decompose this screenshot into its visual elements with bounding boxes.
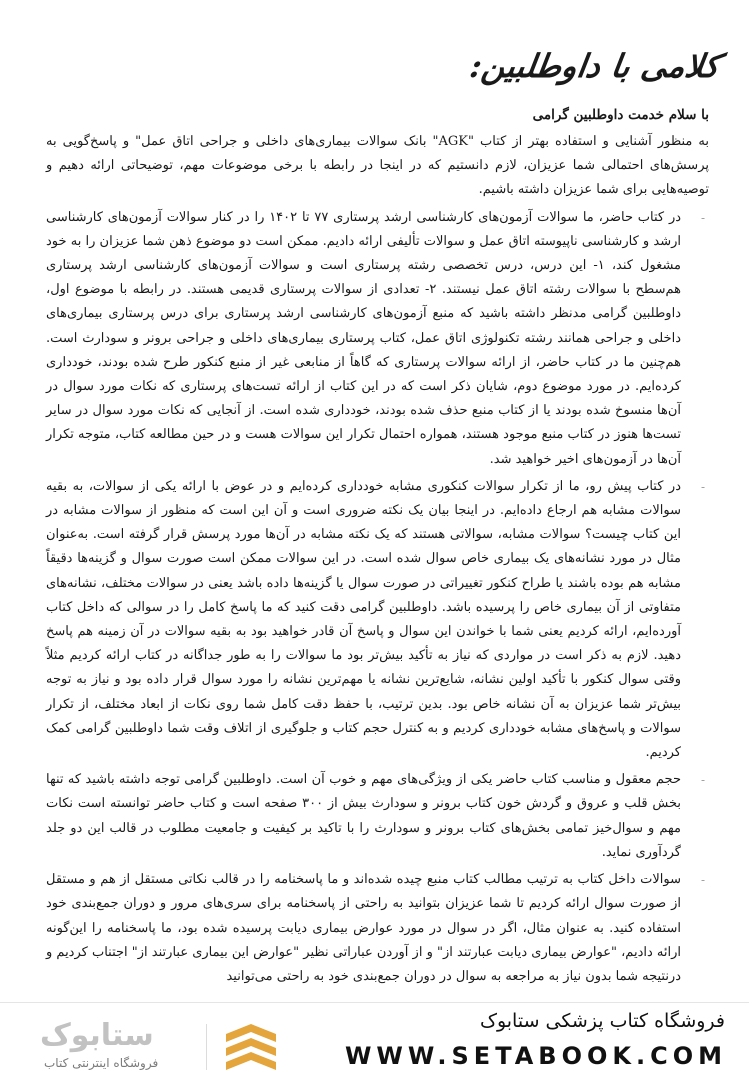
bullet-paragraph-3	[46, 768, 709, 865]
paragraph-text: در کتاب حاضر، ما سوالات آزمون‌های کارشناسی ارشد پرستاری ۷۷ تا ۱۴۰۲ را در کنار سوالات آزمون‌های کارشناسی ارشد و کارشناسی ناپیوسته اتاق عمل و سوالات تألیفی ارائه دادیم. ممکن است دو موضوع ذهن شما عزیزان را به خود مشغول کند، ۱- این درس، درس تخصصی رشته پرستاری است و سوالات آزمون‌های کارشناسی ارشد پرستاری هم‌سطح با سوالات رشته اتاق عمل نیستند. ۲- تعدادی از سوالات پرستاری قدیمی هستند. در رابطه با موضوع اول، داوطلبین گرامی مدنظر داشته باشید که منبع آزمون‌های کارشناسی ارشد پرستاری برای درس پرستاری بیماری‌های داخلی و جراحی همانند رشته تکنولوژی اتاق عمل، کتاب پرستاری بیماری‌های داخلی و جراحی برونر و سودارث است. هم‌چنین ما در کتاب حاضر، از ارائه سوالات پرستاری که گاهاً از منابعی غیر از منبع کنکور طرح شده بودند، خودداری کرده‌ایم. در مورد موضوع دوم، شایان ذکر است که در این کتاب از ارائه تست‌های پرستاری که نکات مورد سوال در آن‌ها منسوخ شده بودند یا از کتاب منبع حذف شده بودند، خودداری شده است. از آنجایی که نکات مورد سوال در سایر تست‌ها هنوز در کتاب منبع موجود هستند، همواره احتمال تکرار این سوالات هست و در حین مطالعه کتاب، متوجه تکرار آن‌ها در آزمون‌های اخیر خواهید شد.	[46, 209, 682, 467]
bullet-marker: -	[700, 479, 705, 494]
book-chevron-logo-icon	[222, 1020, 280, 1076]
setabook-logo	[34, 1016, 282, 1076]
logo-separator	[206, 1024, 207, 1070]
store-name: فروشگاه کتاب پزشکی ستابوک	[479, 1010, 725, 1032]
logo-wordmark: ستابوک	[40, 1018, 154, 1053]
bullet-paragraph-1	[46, 206, 709, 472]
logo-subtitle: فروشگاه اینترنتی کتاب	[44, 1056, 159, 1070]
bullet-marker: -	[700, 873, 705, 888]
store-footer	[0, 1002, 749, 1080]
footer-divider	[0, 1002, 749, 1003]
bullet-marker: -	[700, 773, 705, 788]
paragraph-text: حجم معقول و مناسب کتاب حاضر یکی از ویژگی‌های مهم و خوب آن است. داوطلبین گرامی توجه داشته باشید که تنها بخش قلب و عروق و گردش خون کتاب برونر و سودارث بیش از ۳۰۰ صفحه است و کتاب حاضر توانسته است نکات مهم و سوال‌خیز تمامی بخش‌های کتاب برونر و سودارث را با تاکید بر کیفیت و جامعیت مطلوب در قالب این دو جلد گردآوری نماید.	[46, 772, 682, 860]
bullet-paragraph-2	[46, 475, 709, 765]
body-text	[46, 130, 709, 992]
paragraph-text: در کتاب پیش رو، ما از تکرار سوالات کنکوری مشابه خودداری کرده‌ایم و در عوض با ارائه یکی از سوالات، به بقیه سوالات مشابه هم ارجاع داده‌ایم. در اینجا بیان یک نکته ضروری است و آن این است که منظور از سوالات مشابه در این کتاب چیست؟ سوالات مشابه، سوالاتی هستند که یک نکته مشابه در آن‌ها مورد پرسش قرار گرفته است. به‌عنوان مثال در مورد نشانه‌های یک بیماری خاص سوال شده است. در این سوالات ممکن است صورت سوال و گزینه‌ها دقیقاً مشابه هم بوده باشند یا طراح کنکور تغییراتی در صورت سوال یا گزینه‌ها داده باشد یعنی در سوالات مختلف، نشانه‌های متفاوتی از آن بیماری خاص را پرسیده باشد. داوطلبین گرامی دقت کنید که ما پاسخ کامل را در سوالی که داخل کتاب آورده‌ایم، ارائه کردیم یعنی شما با خواندن این سوال و پاسخ آن قادر خواهید بود به بقیه سوالات در آن زمینه هم پاسخ دهید. لازم به ذکر است در مواردی که نیاز به تأکید بیش‌تر بود ما سوالات را به طور جداگانه در کتاب ارائه کردیم مثلاً وقتی سوال کنکور با تأکید اولین نشانه، شایع‌ترین نشانه یا مهم‌ترین نشانه را مورد سوال قرار داده بود و نیاز به توجه بیش‌تر شما عزیزان به آن نشانه خاص بود. بدین ترتیب، با حفظ دقت کامل شما روی نکات از ابعاد مختلف، از تکرار سوالات و پاسخ‌های مشابه خودداری کردیم و به کنترل حجم کتاب و جلوگیری از اتلاف وقت شما داوطلبین گرامی کمک کردیم.	[46, 478, 681, 761]
store-url: WWW.SETABOOK.COM	[344, 1042, 727, 1070]
bullet-marker: -	[700, 210, 705, 225]
paragraph-text: سوالات داخل کتاب به ترتیب مطالب کتاب منبع چیده شده‌اند و ما پاسخنامه را در قالب نکاتی مستقل از هم و مستقل از صورت سوال ارائه کردیم تا شما عزیزان بتوانید به راحتی از پاسخنامه برای سری‌های مرور و دوران جمع‌بندی خود استفاده کنید. به عنوان مثال، اگر در سوال در مورد عوارض بیماری دیابت پرسیده شده بود، ما پاسخنامه را این‌گونه ارائه دادیم، "عوارض بیماری دیابت عبارتند از" و از آوردن عباراتی نظیر "عوارض این بیماری عبارتند از" اجتناب کردیم و درنتیجه شما بدون نیاز به مراجعه به سوال در دوران جمع‌بندی خود به راحتی می‌توانید	[46, 872, 681, 984]
intro-paragraph: به منظور آشنایی و استفاده بهتر از کتاب "AGK" بانک سوالات بیماری‌های داخلی و جراحی اتاق عمل" و پاسخ‌گویی به پرسش‌های احتمالی شما عزیزان، لازم دانستیم که در اینجا در رابطه با برخی موضوعات مهم، توضیحاتی ارائه دهیم و توصیه‌هایی برای شما عزیزان داشته باشیم.	[46, 134, 709, 198]
page-title: کلامی با داوطلبین:	[467, 47, 722, 85]
bullet-paragraph-4	[46, 868, 709, 989]
greeting-line: با سلام خدمت داوطلبین گرامی	[532, 107, 709, 123]
